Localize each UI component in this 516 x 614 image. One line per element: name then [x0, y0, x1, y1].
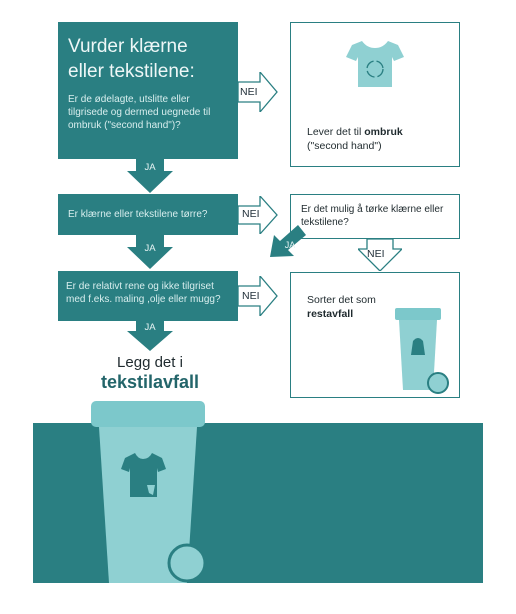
result-line2: tekstilavfall	[100, 372, 200, 392]
textile-bin-icon	[83, 395, 213, 585]
rest-bin-icon	[389, 305, 451, 397]
result-line1: Legg det i	[117, 354, 183, 371]
step1-title: Vurder klærne eller tekstilene:	[68, 36, 195, 82]
tshirt-reuse-icon	[346, 39, 404, 89]
dry-question: Er det mulig å tørke klærne eller tekstilene?	[301, 204, 444, 228]
step2-box	[58, 194, 238, 235]
step2-question: Er klærne eller tekstilene tørre?	[68, 209, 208, 220]
reuse-text: Lever det til ombruk ("second hand")	[307, 126, 403, 152]
nei-label-3: NEI	[242, 290, 260, 302]
ja-label-2: JA	[144, 243, 156, 254]
ja-label-1: JA	[144, 162, 156, 173]
rest-text: Sorter det som restavfall	[307, 294, 376, 320]
rest-box	[290, 272, 460, 398]
nei-label-2: NEI	[242, 208, 260, 220]
nei-label-down: NEI	[367, 248, 385, 260]
step1-question: Er de ødelagte, utslitte eller tilgrisede og dermed uegnede til ombruk ("second hand")?	[68, 94, 211, 131]
step3-box	[58, 271, 238, 321]
ja-label-diagonal: JA	[284, 240, 296, 250]
step3-question: Er de relativt rene og ikke tilgriset med f.eks. maling ,olje eller mugg?	[66, 281, 221, 305]
dry-box	[290, 194, 460, 239]
nei-label-1: NEI	[240, 86, 258, 98]
ja-label-3: JA	[144, 322, 156, 333]
reuse-box	[290, 22, 460, 167]
step1-box	[58, 22, 238, 159]
